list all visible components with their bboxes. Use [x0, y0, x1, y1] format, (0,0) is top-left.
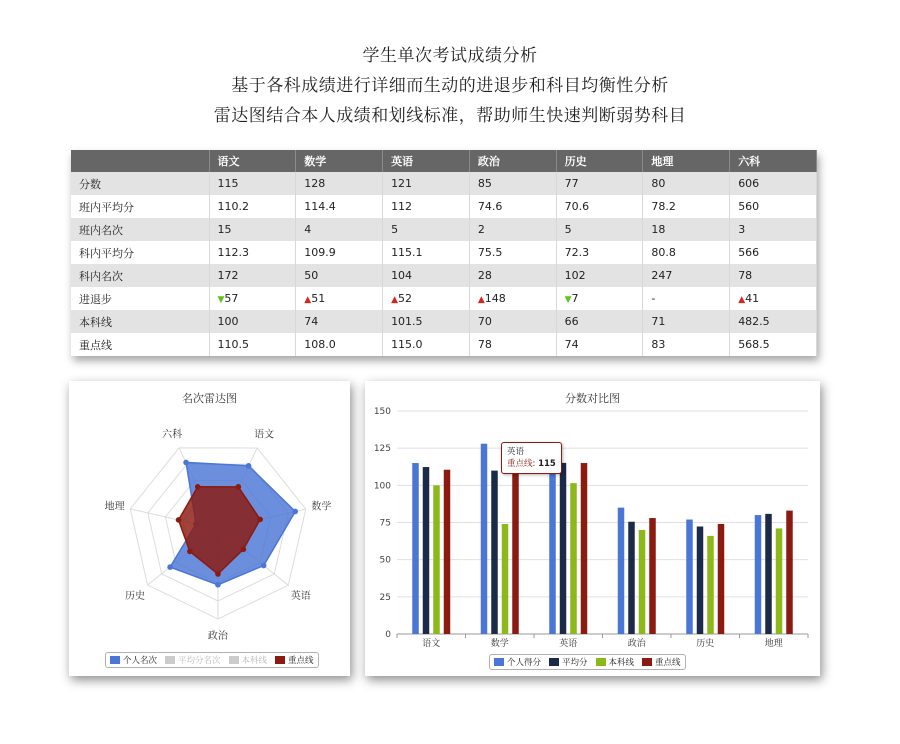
- table-cell: [383, 264, 470, 287]
- table-cell: [643, 195, 730, 218]
- row-label: 班内平均分: [71, 195, 209, 218]
- cell-value: 112: [391, 200, 413, 213]
- x-tick-label: 英语: [559, 639, 578, 649]
- legend-label: 个人得分: [507, 658, 542, 668]
- legend-item[interactable]: [642, 656, 681, 668]
- radar-axis-label: 英语: [290, 591, 311, 603]
- table-cell: [383, 310, 470, 333]
- y-tick-label: 100: [373, 481, 391, 492]
- table-header-六科: 六科: [730, 150, 817, 172]
- cell-value: 104: [391, 269, 413, 282]
- table-cell: [209, 172, 296, 195]
- row-label: 班内名次: [71, 218, 209, 241]
- legend-label: 重点线: [655, 658, 681, 668]
- bar: [707, 536, 714, 634]
- table-cell: [209, 218, 296, 241]
- radar-axis-label: 地理: [104, 501, 125, 513]
- radar-point: [257, 517, 263, 523]
- cell-value: 121: [391, 177, 413, 190]
- table-cell: [730, 172, 817, 195]
- headline-2: 基于各科成绩进行详细而生动的进退步和科目均衡性分析: [231, 76, 669, 96]
- bar: [686, 520, 693, 634]
- table-cell: [556, 172, 643, 195]
- radar-point: [183, 460, 189, 466]
- table-cell: [383, 195, 470, 218]
- table-cell: [469, 310, 556, 333]
- table-cell: [209, 333, 296, 356]
- table-cell: [556, 310, 643, 333]
- arrow-up-icon: ▲: [477, 295, 485, 305]
- bar: [444, 470, 451, 634]
- radar-point: [246, 463, 252, 469]
- bar: [412, 463, 419, 634]
- table-cell: [209, 287, 296, 310]
- table-cell: [469, 333, 556, 356]
- legend-swatch: [229, 656, 239, 664]
- table-row: [71, 264, 817, 287]
- table-cell: [383, 241, 470, 264]
- cell-value: 51: [311, 292, 326, 305]
- headline-3: 雷达图结合本人成绩和划线标准，帮助师生快速判断弱势科目: [213, 106, 687, 126]
- cell-value: 70.6: [564, 200, 590, 213]
- radar-point: [261, 563, 267, 569]
- arrow-down-icon: ▼: [564, 295, 572, 305]
- table-cell: [643, 241, 730, 264]
- table-header-地理: 地理: [643, 150, 730, 172]
- table-cell: [556, 287, 643, 310]
- table-cell: [296, 287, 383, 310]
- table-row: [71, 218, 817, 241]
- cell-value: 482.5: [738, 315, 770, 328]
- x-tick-label: 地理: [764, 639, 783, 649]
- radar-axis-label: 历史: [125, 590, 146, 602]
- bar: [639, 530, 646, 634]
- bar: [649, 518, 656, 634]
- table-cell: [643, 333, 730, 356]
- table-cell: [383, 172, 470, 195]
- cell-value: 52: [397, 292, 412, 305]
- table-cell: [556, 333, 643, 356]
- table-row: [71, 333, 817, 356]
- table-cell: [469, 241, 556, 264]
- cell-value: 568.5: [738, 338, 770, 351]
- tooltip-value: 115: [538, 459, 556, 469]
- cell-value: 75.5: [477, 246, 503, 259]
- y-tick-label: 125: [373, 444, 391, 455]
- radar-point: [215, 582, 221, 588]
- table-header-政治: 政治: [469, 150, 556, 172]
- radar-chart-card: [69, 381, 350, 676]
- cell-value: 5: [564, 223, 572, 236]
- table-row: [71, 172, 817, 195]
- bar-chart-title: 分数对比图: [565, 392, 620, 405]
- headline-1: 学生单次考试成绩分析: [362, 46, 538, 66]
- cell-value: 85: [477, 177, 492, 190]
- table-cell: [383, 287, 470, 310]
- bar: [549, 454, 556, 634]
- cell-value: 128: [304, 177, 326, 190]
- cell-value: 115: [217, 177, 239, 190]
- table-header-row: [71, 150, 817, 172]
- row-label: 科内名次: [71, 264, 209, 287]
- cell-value: 57: [224, 292, 239, 305]
- cell-value: 80: [651, 177, 666, 190]
- cell-value: 115.0: [391, 338, 423, 351]
- bar: [570, 483, 577, 634]
- bar-tooltip: [501, 442, 562, 474]
- bar: [560, 463, 567, 634]
- table-cell: [730, 287, 817, 310]
- radar-chart-title: 名次雷达图: [182, 392, 237, 405]
- radar-point: [176, 517, 182, 523]
- bar: [512, 473, 519, 634]
- bar: [755, 515, 762, 634]
- cell-value: 78: [477, 338, 492, 351]
- cell-value: 74.6: [477, 200, 503, 213]
- legend-swatch: [549, 658, 559, 666]
- cell-value: 71: [651, 315, 666, 328]
- cell-value: 102: [564, 269, 586, 282]
- radar-point: [292, 509, 298, 515]
- table-cell: [556, 218, 643, 241]
- table-cell: [383, 218, 470, 241]
- cell-value: 15: [217, 223, 232, 236]
- cell-value: 5: [391, 223, 399, 236]
- bar-chart: [365, 381, 820, 676]
- bar: [776, 528, 783, 634]
- table-cell: [643, 172, 730, 195]
- table-header-corner: [71, 150, 209, 172]
- cell-value: 66: [564, 315, 579, 328]
- cell-value: 560: [738, 200, 760, 213]
- radar-axis-label: 六科: [162, 429, 183, 441]
- table-cell: [209, 310, 296, 333]
- bar: [423, 467, 430, 634]
- cell-value: 566: [738, 246, 760, 259]
- arrow-up-icon: ▲: [738, 295, 746, 305]
- cell-value: 112.3: [217, 246, 249, 259]
- legend-item[interactable]: [596, 656, 635, 668]
- row-label: 分数: [71, 172, 209, 195]
- table-cell: [469, 218, 556, 241]
- legend-label: 本科线: [608, 658, 635, 668]
- table-header-语文: 语文: [209, 150, 296, 172]
- table-cell: [730, 218, 817, 241]
- cell-value: 78.2: [651, 200, 676, 213]
- bar: [491, 471, 498, 634]
- legend-item[interactable]: [229, 654, 268, 666]
- cell-value: 18: [651, 223, 666, 236]
- bar: [697, 527, 704, 634]
- legend-swatch: [110, 656, 120, 664]
- table-cell: [643, 287, 730, 310]
- legend-label: 本科线: [241, 656, 268, 666]
- tooltip-category: 英语: [507, 447, 525, 457]
- cell-value: 74: [304, 315, 319, 328]
- arrow-up-icon: ▲: [391, 295, 398, 305]
- radar-point: [241, 546, 247, 552]
- cell-value: 114.4: [304, 200, 336, 213]
- tooltip-series: 重点线: [507, 459, 533, 469]
- y-tick-label: 50: [379, 555, 391, 566]
- table-cell: [209, 264, 296, 287]
- bar: [502, 524, 509, 634]
- cell-value: 83: [651, 338, 666, 351]
- bar: [618, 508, 625, 634]
- table-cell: [469, 264, 556, 287]
- table-cell: [643, 310, 730, 333]
- table-header-数学: 数学: [296, 150, 383, 172]
- row-label: 重点线: [71, 333, 209, 356]
- cell-value: 41: [745, 292, 760, 305]
- radar-point: [187, 549, 193, 555]
- legend-swatch: [165, 656, 175, 664]
- y-tick-label: 25: [379, 592, 391, 603]
- radar-legend: [105, 652, 319, 668]
- legend-item[interactable]: [110, 654, 157, 666]
- bar: [628, 522, 635, 634]
- cell-value: 148: [484, 292, 506, 305]
- bar-chart-card: [365, 381, 820, 676]
- table-cell: [730, 264, 817, 287]
- table-cell: [296, 333, 383, 356]
- score-table: [71, 150, 817, 356]
- table-cell: [730, 333, 817, 356]
- cell-value: 3: [738, 223, 746, 236]
- radar-chart: [69, 381, 350, 676]
- cell-value: 247: [651, 269, 673, 282]
- bar: [581, 463, 588, 634]
- table-header-英语: 英语: [383, 150, 470, 172]
- radar-axis-label: 政治: [207, 630, 228, 642]
- legend-label: 平均分名次: [178, 656, 221, 666]
- cell-value: 2: [477, 223, 485, 236]
- bar: [433, 485, 440, 634]
- table-cell: [296, 310, 383, 333]
- table-cell: [296, 241, 383, 264]
- table-cell: [296, 195, 383, 218]
- cell-value: 108.0: [304, 338, 336, 351]
- table-cell: [209, 195, 296, 218]
- radar-point: [236, 484, 242, 490]
- cell-value: 7: [571, 292, 579, 305]
- legend-item[interactable]: [165, 654, 221, 666]
- table-row: [71, 287, 817, 310]
- legend-swatch: [275, 656, 285, 664]
- table-header-历史: 历史: [556, 150, 643, 172]
- cell-value: 74: [564, 338, 579, 351]
- table-cell: [209, 241, 296, 264]
- row-label: 本科线: [71, 310, 209, 333]
- legend-label: 平均分: [562, 658, 588, 668]
- legend-item[interactable]: [275, 654, 314, 666]
- cell-value: 606: [738, 177, 760, 190]
- table-cell: [469, 287, 556, 310]
- x-tick-label: 历史: [696, 639, 715, 649]
- table-row: [71, 241, 817, 264]
- x-tick-label: 语文: [422, 639, 441, 649]
- y-tick-label: 75: [379, 518, 391, 529]
- table-cell: [296, 218, 383, 241]
- bar: [765, 514, 772, 634]
- bar: [481, 444, 488, 634]
- legend-item[interactable]: [549, 656, 588, 668]
- legend-swatch: [642, 658, 652, 666]
- table-cell: [469, 195, 556, 218]
- cell-value: 110.2: [217, 200, 249, 213]
- table-row: [71, 195, 817, 218]
- table-row: [71, 310, 817, 333]
- radar-point: [195, 484, 201, 490]
- score-table-wrapper: [71, 150, 817, 356]
- table-cell: [296, 172, 383, 195]
- table-cell: [730, 195, 817, 218]
- table-cell: [556, 241, 643, 264]
- cell-value: 101.5: [391, 315, 423, 328]
- tooltip-value-line: 重点线: 115: [507, 459, 556, 469]
- x-tick-label: 政治: [627, 639, 646, 649]
- table-cell: [383, 333, 470, 356]
- table-cell: [730, 241, 817, 264]
- cell-value: 109.9: [304, 246, 336, 259]
- cell-value: 4: [304, 223, 312, 236]
- cell-value: 80.8: [651, 246, 676, 259]
- legend-swatch: [494, 658, 504, 666]
- cell-value: 77: [564, 177, 579, 190]
- table-cell: [730, 310, 817, 333]
- table-cell: [296, 264, 383, 287]
- cell-value: 115.1: [391, 246, 423, 259]
- row-label: 进退步: [71, 287, 209, 310]
- cell-value: 172: [217, 269, 239, 282]
- cell-value: -: [651, 292, 656, 305]
- radar-point: [167, 564, 173, 570]
- legend-swatch: [596, 658, 606, 666]
- radar-axis-label: 语文: [254, 429, 275, 441]
- cell-value: 72.3: [564, 246, 590, 259]
- bar: [786, 511, 793, 634]
- table-cell: [556, 195, 643, 218]
- cell-value: 110.5: [217, 338, 249, 351]
- cell-value: 28: [477, 269, 492, 282]
- x-tick-label: 数学: [490, 639, 509, 649]
- cell-value: 50: [304, 269, 319, 282]
- cell-value: 70: [477, 315, 492, 328]
- arrow-down-icon: ▼: [217, 295, 225, 305]
- bar: [718, 524, 725, 634]
- bar-legend: [489, 654, 686, 670]
- legend-label: 重点线: [288, 656, 314, 666]
- legend-item[interactable]: [494, 656, 541, 668]
- table-cell: [643, 218, 730, 241]
- cell-value: 78: [738, 269, 753, 282]
- y-tick-label: 0: [385, 630, 391, 640]
- arrow-up-icon: ▲: [304, 295, 312, 305]
- legend-label: 个人名次: [123, 656, 158, 666]
- table-cell: [556, 264, 643, 287]
- radar-point: [215, 571, 221, 577]
- y-tick-label: 150: [373, 407, 391, 417]
- cell-value: 100: [217, 315, 239, 328]
- table-cell: [469, 172, 556, 195]
- table-cell: [643, 264, 730, 287]
- radar-axis-label: 数学: [311, 501, 332, 513]
- row-label: 科内平均分: [71, 241, 209, 264]
